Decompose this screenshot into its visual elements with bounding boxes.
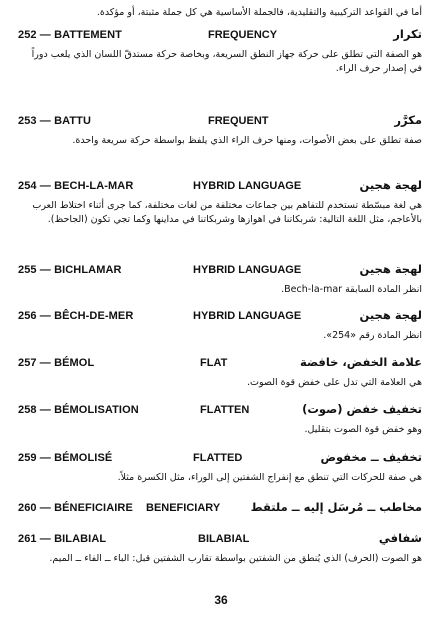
entry-255: [18, 262, 422, 297]
entry-english-term: HYBRID LANGUAGE: [193, 264, 302, 276]
entry-254: [18, 178, 422, 227]
entry-english-term: BILABIAL: [198, 533, 250, 545]
entry-number-term: 254 — BECH-LA-MAR: [18, 180, 134, 192]
entry-definition: هو الصفة التي تطلق على حركة جهاز النطق السريعة، وبخاصة حركة مستدقّ اللسان الذي يلعب دوراً في إصدار حرف الراء.: [31, 49, 422, 74]
entry-definition: هي العلامة التي تدل على خفض قوة الصوت.: [246, 377, 422, 388]
entry-number-term: 255 — BICHLAMAR: [18, 264, 122, 276]
entry-english-term: FLATTED: [193, 452, 243, 464]
entry-arabic-term: تكرار: [393, 27, 422, 41]
entry-header: [18, 113, 422, 131]
entry-header: [18, 355, 422, 373]
entry-header: [18, 262, 422, 280]
entry-number-term: 256 — BÊCH-DE-MER: [18, 310, 134, 322]
entry-number-term: 259 — BÉMOLISÉ: [18, 452, 113, 464]
entry-arabic-term: شفافي: [378, 531, 422, 545]
entry-definition: وهو خفض قوة الصوت بتقليل.: [304, 424, 422, 435]
entry-definition: انظر المادة رقم «254».: [323, 330, 422, 341]
entry-number-term: 258 — BÉMOLISATION: [18, 404, 139, 416]
entry-english-term: HYBRID LANGUAGE: [193, 180, 302, 192]
entry-header: [18, 308, 422, 326]
entry-arabic-term: تخفيف ــ مخفوض: [320, 450, 422, 464]
entry-english-term: FREQUENT: [208, 115, 269, 127]
entry-header: [18, 450, 422, 468]
entry-header: [18, 178, 422, 196]
entry-arabic-term: علامة الخفض، خافضة: [299, 355, 422, 369]
entry-arabic-term: لهجة هجين: [359, 308, 422, 322]
entry-english-term: FLAT: [200, 357, 228, 369]
entry-english-term: FREQUENCY: [208, 29, 278, 41]
entry-header: [18, 531, 422, 549]
entry-header: [18, 402, 422, 420]
entry-arabic-term: لهجة هجين: [359, 262, 422, 276]
entry-english-term: HYBRID LANGUAGE: [193, 310, 302, 322]
entry-256: [18, 308, 422, 343]
entry-definition: هي صفة للحركات التي تنطق مع إنفراج الشفتين إلى الوراء، مثل الكسرة مثلاً.: [117, 472, 422, 483]
entry-number-term: 252 — BATTEMENT: [18, 29, 122, 41]
page-number: 36: [214, 593, 228, 607]
entry-258: [18, 402, 422, 437]
entry-number-term: 257 — BÉMOL: [18, 357, 95, 369]
entry-definition: صفة تطلق على بعض الأصوات، ومنها حرف الراء الذي يلفظ بواسطة حركة سريعة واحدة.: [72, 135, 422, 146]
entry-number-term: 260 — BÉNEFICIAIRE: [18, 502, 133, 514]
entry-number-term: 261 — BILABIAL: [18, 533, 107, 545]
entry-definition: هو الصوت (الحرف) الذي يُنطق من الشفتين بواسطة تقارب الشفتين قبل: الباء ــ الفاء ــ الميم.: [49, 553, 422, 564]
entry-arabic-term: مخاطب ــ مُرسَل إليه ــ ملتقط: [250, 500, 422, 514]
entry-header: [18, 27, 422, 45]
entry-header: [18, 500, 422, 518]
entry-arabic-term: تخفيف خفض (صوت): [302, 402, 422, 416]
entry-253: [18, 113, 422, 148]
entry-english-term: BENEFICIARY: [146, 502, 221, 514]
entry-definition: هي لغة مبسّطة تستخدم للتفاهم بين جماعات مختلفة من لغات مختلفة، كما جرى أثناء اختلاط العرب بالأعاجم، مثل اللغة التالية: شربكاتنا في اهوازها وشربكاتنا في مداينها وكما تجي تكون (الجاحظ).: [32, 200, 422, 225]
entry-english-term: FLATTEN: [200, 404, 250, 416]
intro-paragraph: أما في القواعد التركيبية والتقليدية، فالجملة الأساسية هي كل جملة مثبتة، أو مؤكدة.: [96, 7, 422, 18]
entry-257: [18, 355, 422, 390]
entry-260: [18, 500, 422, 518]
entry-259: [18, 450, 422, 485]
entry-number-term: 253 — BATTU: [18, 115, 92, 127]
entry-261: [18, 531, 422, 566]
entry-arabic-term: مكرَّر: [394, 113, 422, 127]
entry-252: [18, 27, 422, 76]
entry-definition: انظر المادة السابقة Bech-la-mar.: [281, 284, 422, 295]
entry-arabic-term: لهجة هجين: [359, 178, 422, 192]
